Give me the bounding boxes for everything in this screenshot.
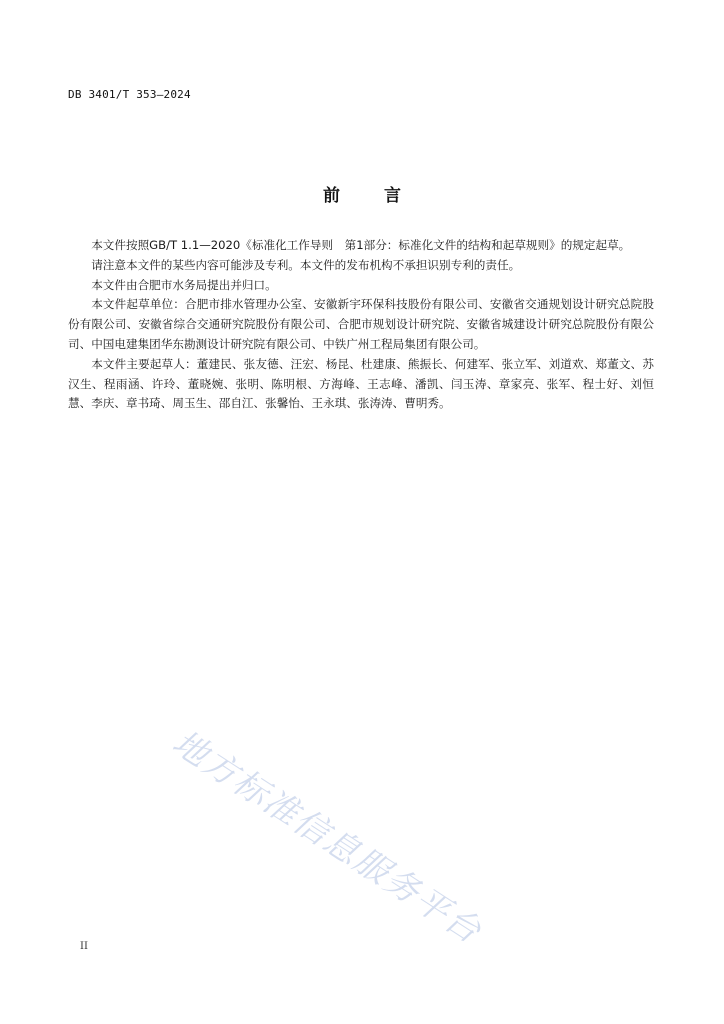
standard-code: DB 3401/T 353—2024 <box>68 88 191 101</box>
watermark: 地方标准信息服务平台 <box>165 722 489 953</box>
page-number: II <box>80 941 88 952</box>
paragraph-proposer: 本文件由合肥市水务局提出并归口。 <box>91 277 277 292</box>
paragraph-drafters: 本文件主要起草人：董建民、张友德、汪宏、杨昆、杜建康、熊振长、何建军、张立军、刘道欢、郑董文、苏汉生、程雨涵、许玲、董晓婉、张明、陈明根、方海峰、王志峰、潘凯、闫玉涛、章家亮、张军、程士好、刘恒慧、李庆、章书琦、周玉生、邵自江、张馨怡、王永琪、张涛涛、曹明秀。 <box>68 356 654 411</box>
paragraph-patent-notice: 请注意本文件的某些内容可能涉及专利。本文件的发布机构不承担识别专利的责任。 <box>91 257 521 272</box>
paragraph-drafting-rules: 本文件按照GB/T 1.1—2020《标准化工作导则 第1部分：标准化文件的结构和起草规则》的规定起草。 <box>91 238 631 252</box>
paragraph-drafting-units: 本文件起草单位：合肥市排水管理办公室、安徽新宇环保科技股份有限公司、安徽省交通规划设计研究总院股份有限公司、安徽省综合交通研究院股份有限公司、合肥市规划设计研究院、安徽省城建设计研究总院股份有限公司、中国电建集团华东勘测设计研究院有限公司、中铁广州工程局集团有限公司。 <box>68 297 654 351</box>
page-title: 前言 <box>323 186 445 206</box>
foreword-body <box>68 236 654 414</box>
